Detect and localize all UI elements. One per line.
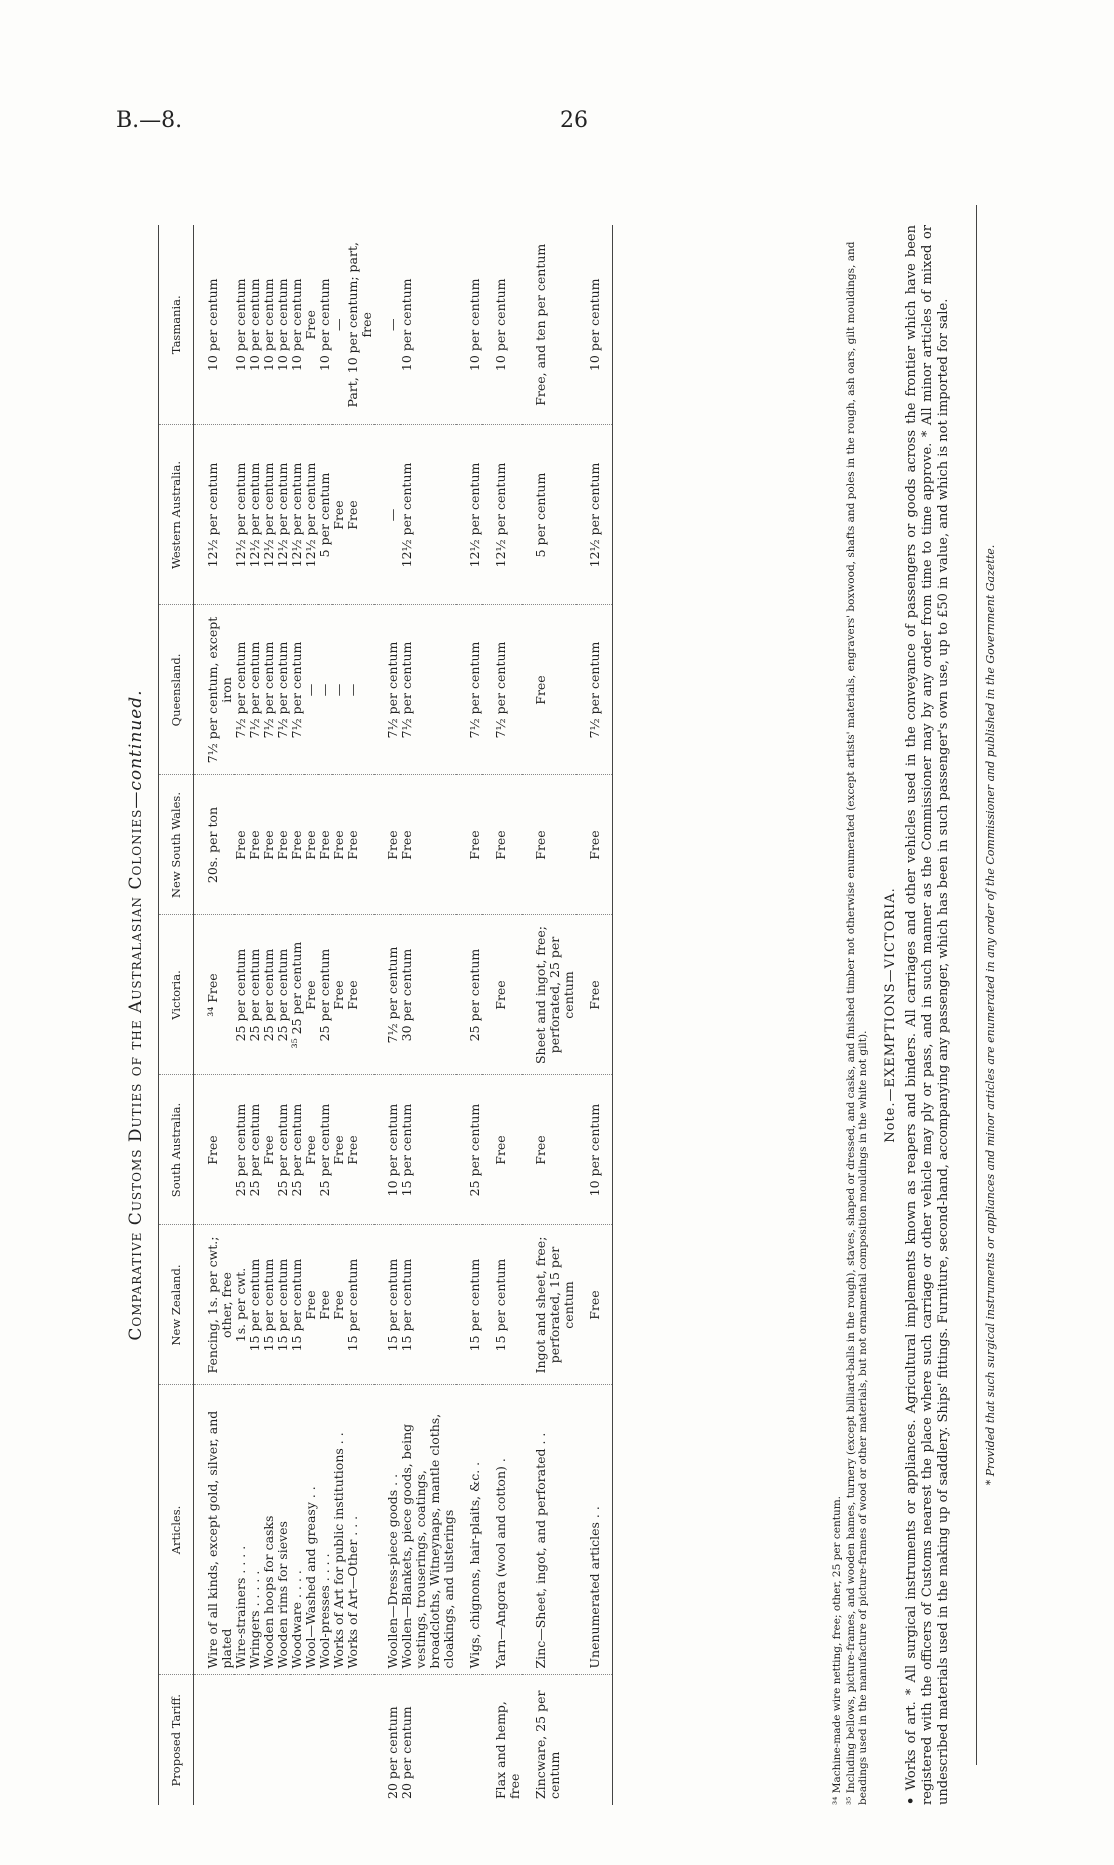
- cell-new-zealand: Fencing, 1s. per cwt.; other, free: [194, 1225, 235, 1385]
- cell-south-australia: 25 per centum: [456, 1075, 482, 1225]
- cell-article: Wringers . . . . .: [248, 1385, 262, 1675]
- cell-victoria: Free: [346, 915, 374, 1075]
- cell-new-zealand: 15 per centum: [482, 1225, 522, 1385]
- cell-new-zealand: 15 per centum: [276, 1225, 290, 1385]
- cell-queensland: —: [304, 605, 318, 775]
- cell-new-zealand: 1s. per cwt.: [234, 1225, 248, 1385]
- cell-tasmania: —: [374, 225, 400, 425]
- cell-new-south-wales: Free: [332, 775, 346, 915]
- footnote-35: ³⁵ Including bellows, picture-frames, and wooden hames, turnery (except billiard-balls in the rough), staves, shaped or dressed, and casks, and finished timber not otherwise enumerated (except artists' materials, engravers' boxwood, shafts and poles in the rough, ash oars, gilt mouldings, and beadings used in the manufacture of picture-frames of wood or other materials, but not ornamental composition mouldings in the white not gilt).: [845, 241, 869, 1805]
- cell-queensland: 7½ per centum: [290, 605, 304, 775]
- cell-tasmania: 10 per centum: [456, 225, 482, 425]
- cell-new-south-wales: Free: [482, 775, 522, 915]
- cell-western-australia: 12½ per centum: [456, 425, 482, 605]
- cell-new-zealand: Free: [332, 1225, 346, 1385]
- cell-proposed-tariff: [304, 1675, 318, 1805]
- cell-western-australia: —: [374, 425, 400, 605]
- table-row: [576, 225, 613, 1805]
- table-row: [290, 225, 304, 1805]
- cell-proposed-tariff: 20 per centum: [385, 1706, 400, 1799]
- cell-queensland: 7½ per centum: [248, 605, 262, 775]
- cell-south-australia: Free: [262, 1075, 276, 1225]
- cell-western-australia: Free: [346, 425, 374, 605]
- cell-victoria: Free: [304, 915, 318, 1075]
- cell-queensland: 7½ per centum: [276, 605, 290, 775]
- table-row: [374, 225, 400, 1805]
- cell-article: Yarn—Angora (wool and cotton) .: [482, 1385, 522, 1675]
- table-title: [126, 225, 146, 1805]
- cell-new-south-wales: Free: [234, 775, 248, 915]
- col-header-articles: Articles.: [159, 1385, 194, 1675]
- cell-queensland: 7½ per centum: [262, 605, 276, 775]
- col-header-new-zealand: New Zealand.: [159, 1225, 194, 1385]
- col-header-south-australia: South Australia.: [159, 1075, 194, 1225]
- cell-western-australia: 12½ per centum: [276, 425, 290, 605]
- cell-south-australia: 25 per centum: [276, 1075, 290, 1225]
- cell-victoria: Sheet and ingot, free; perforated, 25 per centum: [522, 915, 576, 1075]
- table-row: [276, 225, 290, 1805]
- cell-article: Wool-presses . . . .: [318, 1385, 332, 1675]
- header-row: [159, 225, 194, 1805]
- cell-article: Wigs, chignons, hair-plaits, &c. .: [456, 1385, 482, 1675]
- cell-queensland: 7½ per centum: [576, 605, 613, 775]
- col-header-tasmania: Tasmania.: [159, 225, 194, 425]
- cell-south-australia: Free: [194, 1075, 235, 1225]
- cell-new-south-wales: Free: [374, 775, 400, 915]
- cell-new-zealand: 15 per centum: [290, 1225, 304, 1385]
- cell-queensland: 7½ per centum: [456, 605, 482, 775]
- footnote-34: ³⁴ Machine-made wire netting, free; other, 25 per centum.: [831, 1495, 843, 1805]
- cell-new-south-wales: Free: [346, 775, 374, 915]
- table-row: [304, 225, 318, 1805]
- cell-victoria: Free: [332, 915, 346, 1075]
- table-row: [332, 225, 346, 1805]
- cell-south-australia: Free: [482, 1075, 522, 1225]
- cell-queensland: —: [346, 605, 374, 775]
- cell-western-australia: 5 per centum: [318, 425, 332, 605]
- cell-western-australia: 12½ per centum: [248, 425, 262, 605]
- cell-proposed-tariff: [234, 1675, 248, 1805]
- cell-queensland: —: [332, 605, 346, 775]
- cell-proposed-tariff: 20 per centum: [399, 1706, 414, 1799]
- cell-new-zealand: Free: [304, 1225, 318, 1385]
- title-main: Comparative Customs Duties of the Australasian Colonies—: [126, 790, 146, 1341]
- cell-western-australia: 12½ per centum: [304, 425, 318, 605]
- cell-article: Wire-strainers . . . .: [234, 1385, 248, 1675]
- table-row: [194, 225, 235, 1805]
- cell-victoria: Free: [482, 915, 522, 1075]
- cell-tasmania: 10 per centum: [194, 225, 235, 425]
- table-row: [234, 225, 248, 1805]
- cell-new-zealand: 15 per centum: [374, 1225, 400, 1385]
- cell-article: Woodware . . . .: [290, 1385, 304, 1675]
- cell-tasmania: —: [332, 225, 346, 425]
- cell-south-australia: Free: [304, 1075, 318, 1225]
- cell-tasmania: 10 per centum: [290, 225, 304, 425]
- cell-south-australia: 25 per centum: [318, 1075, 332, 1225]
- cell-proposed-tariff: [318, 1675, 332, 1805]
- cell-western-australia: 12½ per centum: [262, 425, 276, 605]
- cell-victoria: ³⁴ Free: [194, 915, 235, 1075]
- cell-proposed-tariff: [248, 1675, 262, 1805]
- cell-proposed-tariff: [262, 1675, 276, 1805]
- cell-proposed-tariff: Flax and hemp, free: [493, 1701, 522, 1799]
- cell-article: Woollen—Blankets, piece goods, being vestings, trouserings, coatings, broadcloths, Witneynaps, mantle cloths, cloakings, and ulsterings: [400, 1385, 456, 1675]
- cell-new-zealand: 15 per centum: [262, 1225, 276, 1385]
- cell-tasmania: Free: [304, 225, 318, 425]
- cell-south-australia: Free: [332, 1075, 346, 1225]
- cell-south-australia: 25 per centum: [290, 1075, 304, 1225]
- cell-south-australia: 25 per centum: [248, 1075, 262, 1225]
- col-header-victoria: Victoria.: [159, 915, 194, 1075]
- note-text: Works of art. * All surgical instruments or appliances. Agricultural implements known as reapers and binders. All carriages and other vehicles used in the conveyance of passengers or goods across the frontier which have been registered with the officers of Customs nearest the place where such carriage or other vehicle may ply or pass, and in such manner as the Commissioner may by any order from time to time approve. * All minor articles of mixed or undescribed materials used in the making up of saddlery. Ships' fittings. Furniture, second-hand, accompanying any passenger, which has been in such passenger's own use, up to £50 in value, and which is not imported for sale.: [904, 225, 951, 1805]
- cell-new-south-wales: Free: [276, 775, 290, 915]
- cell-new-south-wales: Free: [248, 775, 262, 915]
- note-body: [904, 225, 952, 1805]
- cell-article: Unenumerated articles . .: [576, 1385, 613, 1675]
- rotated-page-content: [126, 145, 1066, 1805]
- cell-western-australia: 12½ per centum: [234, 425, 248, 605]
- note-heading: Note.—EXEMPTIONS—VICTORIA.: [883, 887, 898, 1143]
- cell-tasmania: 10 per centum: [248, 225, 262, 425]
- cell-queensland: 7½ per centum, except iron: [194, 605, 235, 775]
- cell-queensland: Free: [522, 605, 576, 775]
- cell-new-south-wales: Free: [576, 775, 613, 915]
- cell-proposed-tariff: [290, 1675, 304, 1805]
- cell-victoria: 25 per centum: [318, 915, 332, 1075]
- cell-south-australia: Free: [346, 1075, 374, 1225]
- cell-victoria: 7½ per centum: [374, 915, 400, 1075]
- cell-proposed-tariff: [456, 1675, 482, 1805]
- cell-proposed-tariff: [332, 1675, 346, 1805]
- cell-south-australia: 15 per centum: [400, 1075, 456, 1225]
- cell-new-south-wales: Free: [522, 775, 576, 915]
- cell-new-south-wales: Free: [400, 775, 456, 915]
- cell-south-australia: 10 per centum: [576, 1075, 613, 1225]
- cell-article: Wool—Washed and greasy . .: [304, 1385, 318, 1675]
- customs-duties-table: [158, 225, 613, 1805]
- cell-new-zealand: 15 per centum: [456, 1225, 482, 1385]
- table-row: [522, 225, 576, 1805]
- col-header-queensland: Queensland.: [159, 605, 194, 775]
- table-row: [248, 225, 262, 1805]
- note-footnote: * Provided that such surgical instruments or appliances and minor articles are enumerated in any order of the Commissioner and published in the Government Gazette.: [984, 544, 997, 1486]
- document-reference: B.—8.: [116, 108, 183, 133]
- cell-victoria: 25 per centum: [276, 915, 290, 1075]
- cell-tasmania: 10 per centum: [318, 225, 332, 425]
- cell-south-australia: 10 per centum: [374, 1075, 400, 1225]
- table-row: [262, 225, 276, 1805]
- col-header-western-australia: Western Australia.: [159, 425, 194, 605]
- cell-new-south-wales: Free: [304, 775, 318, 915]
- cell-western-australia: Free: [332, 425, 346, 605]
- page-number: 26: [560, 108, 588, 133]
- cell-victoria: Free: [576, 915, 613, 1075]
- cell-south-australia: Free: [522, 1075, 576, 1225]
- cell-western-australia: 12½ per centum: [482, 425, 522, 605]
- cell-tasmania: 10 per centum: [482, 225, 522, 425]
- cell-proposed-tariff: [346, 1675, 374, 1805]
- table-row: [482, 225, 522, 1805]
- cell-article: Wire of all kinds, except gold, silver, and plated: [194, 1385, 235, 1675]
- cell-new-south-wales: Free: [456, 775, 482, 915]
- cell-tasmania: 10 per centum: [234, 225, 248, 425]
- cell-proposed-tariff: [576, 1675, 613, 1805]
- cell-proposed-tariff: [276, 1675, 290, 1805]
- cell-tasmania: 10 per centum: [400, 225, 456, 425]
- cell-new-zealand: 15 per centum: [248, 1225, 262, 1385]
- cell-western-australia: 12½ per centum: [576, 425, 613, 605]
- table-row: [346, 225, 374, 1805]
- table-row: [456, 225, 482, 1805]
- cell-article: Works of Art—Other . . .: [346, 1385, 374, 1675]
- divider: [976, 205, 977, 1765]
- cell-western-australia: 12½ per centum: [400, 425, 456, 605]
- cell-proposed-tariff: [194, 1675, 235, 1805]
- cell-tasmania: 10 per centum: [262, 225, 276, 425]
- cell-article: Wooden hoops for casks: [262, 1385, 276, 1675]
- cell-south-australia: 25 per centum: [234, 1075, 248, 1225]
- cell-victoria: 30 per centum: [400, 915, 456, 1075]
- bullet-dot: •: [904, 1796, 919, 1805]
- cell-victoria: ³⁵ 25 per centum: [290, 915, 304, 1075]
- cell-new-south-wales: 20s. per ton: [194, 775, 235, 915]
- cell-article: Wooden rims for sieves: [276, 1385, 290, 1675]
- cell-new-zealand: 15 per centum: [400, 1225, 456, 1385]
- cell-victoria: 25 per centum: [456, 915, 482, 1075]
- cell-tasmania: 10 per centum: [576, 225, 613, 425]
- cell-new-zealand: Ingot and sheet, free; perforated, 15 per centum: [522, 1225, 576, 1385]
- cell-new-zealand: 15 per centum: [346, 1225, 374, 1385]
- cell-queensland: —: [318, 605, 332, 775]
- cell-proposed-tariff: Zincware, 25 per centum: [533, 1690, 562, 1799]
- cell-victoria: 25 per centum: [234, 915, 248, 1075]
- cell-new-south-wales: Free: [262, 775, 276, 915]
- col-header-new-south-wales: New South Wales.: [159, 775, 194, 915]
- cell-tasmania: 10 per centum: [276, 225, 290, 425]
- cell-western-australia: 12½ per centum: [194, 425, 235, 605]
- cell-article: Works of Art for public institutions . .: [332, 1385, 346, 1675]
- cell-queensland: 7½ per centum: [482, 605, 522, 775]
- col-header-proposed-tariff: Proposed Tariff.: [159, 1675, 194, 1805]
- cell-western-australia: 12½ per centum: [290, 425, 304, 605]
- cell-queensland: 7½ per centum: [234, 605, 248, 775]
- cell-article: Woollen—Dress-piece goods . .: [374, 1385, 400, 1675]
- cell-tasmania: Part, 10 per centum; part, free: [346, 225, 374, 425]
- cell-queensland: 7½ per centum: [400, 605, 456, 775]
- cell-new-zealand: Free: [576, 1225, 613, 1385]
- cell-new-zealand: Free: [318, 1225, 332, 1385]
- cell-queensland: 7½ per centum: [374, 605, 400, 775]
- cell-western-australia: 5 per centum: [522, 425, 576, 605]
- cell-article: Zinc—Sheet, ingot, and perforated . .: [522, 1385, 576, 1675]
- cell-victoria: 25 per centum: [262, 915, 276, 1075]
- table-row: [318, 225, 332, 1805]
- table-body: [194, 225, 613, 1805]
- cell-victoria: 25 per centum: [248, 915, 262, 1075]
- cell-new-south-wales: Free: [318, 775, 332, 915]
- cell-tasmania: Free, and ten per centum: [522, 225, 576, 425]
- cell-new-south-wales: Free: [290, 775, 304, 915]
- table-row: [400, 225, 456, 1805]
- title-suffix: continued.: [126, 689, 146, 791]
